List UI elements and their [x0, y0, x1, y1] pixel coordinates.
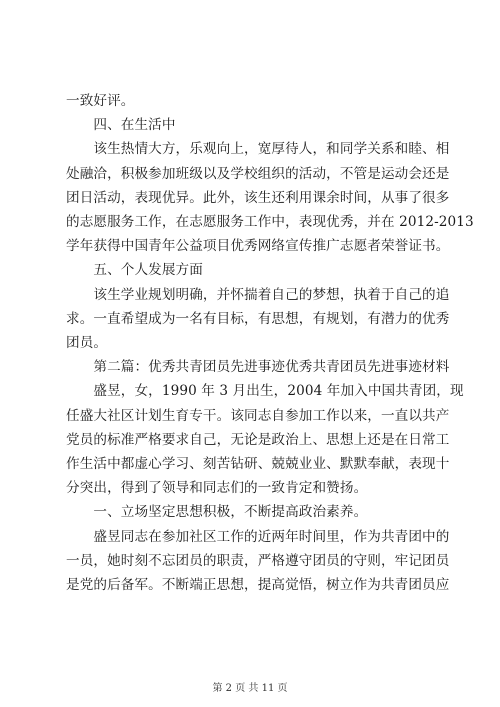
- text-line: 一致好评。: [66, 93, 135, 109]
- text-line: 该生热情大方，乐观向上，宽厚待人，和同学关系和睦、相: [66, 141, 450, 158]
- text-line: 处融洽，积极参加班级以及学校组织的活动，不管是运动会还是: [66, 165, 450, 182]
- section-heading: 一、立场坚定思想积极，不断提高政治素养。: [66, 504, 368, 521]
- text-line: 作生活中都虚心学习、刻苦钻研、兢兢业业、默默奉献，表现十: [66, 456, 450, 472]
- section-heading: 四、在生活中: [66, 117, 176, 134]
- text-line: 学年获得中国青年公益项目优秀网络宣传推广志愿者荣誉证书。: [66, 238, 450, 255]
- text-line: 该生学业规划明确，并怀揣着自己的梦想，执着于自己的追: [66, 286, 450, 303]
- text-line: 团日活动，表现优异。此外，该生还利用课余时间，从事了很多: [66, 189, 450, 206]
- text-line: 团员。: [66, 335, 108, 351]
- text-line: 求。一直希望成为一名有目标，有思想，有规划，有潜力的优秀: [66, 310, 450, 327]
- text-line: 分突出，得到了领导和同志们的一致肯定和赞扬。: [66, 480, 368, 497]
- text-line: 一员，她时刻不忘团员的职责，严格遵守团员的守则，牢记团员: [66, 552, 450, 569]
- text-line: 任盛大社区计划生育专干。该同志自参加工作以来，一直以共产: [66, 407, 450, 424]
- chapter-heading: 第二篇：优秀共青团员先进事迹优秀共青团员先进事迹材料: [66, 359, 450, 376]
- text-line: 盛昱同志在参加社区工作的近两年时间里，作为共青团中的: [66, 528, 450, 545]
- text-line: 党员的标准严格要求自己，无论是政治上、思想上还是在日常工: [66, 431, 450, 448]
- text-line: 是党的后备军。不断端正思想，提高觉悟，树立作为共青团员应: [66, 577, 450, 593]
- text-line: 的志愿服务工作，在志愿服务工作中，表现优秀，并在 2012-2013: [66, 214, 474, 230]
- page-footer: 第 2 页 共 11 页: [212, 683, 288, 694]
- text-line: 盛昱，女，1990 年 3 月出生，2004 年加入中国共青团，现: [66, 383, 464, 400]
- section-heading: 五、个人发展方面: [66, 262, 203, 279]
